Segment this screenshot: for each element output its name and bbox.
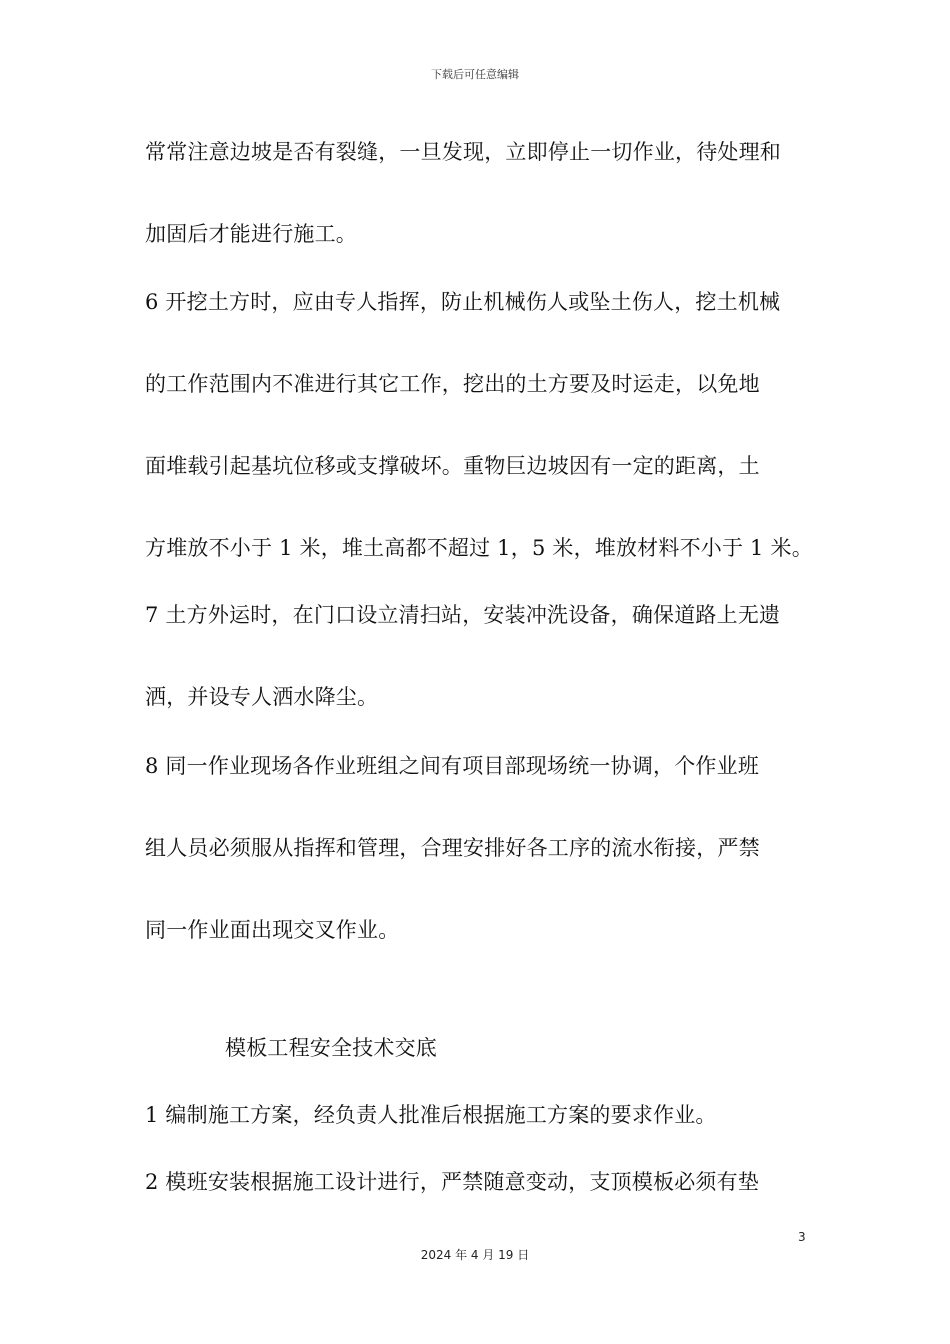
body-line-7: 7 土方外运时，在门口设立清扫站，安装冲洗设备，确保道路上无遗: [145, 603, 781, 627]
section-heading: 模板工程安全技术交底: [225, 1036, 437, 1060]
body-line-5: 面堆载引起基坑位移或支撑破坏。重物巨边坡因有一定的距离，土: [145, 454, 760, 478]
body-line-11: 同一作业面出现交叉作业。: [145, 918, 400, 942]
section-line-2: 2 模班安装根据施工设计进行，严禁随意变动，支顶模板必须有垫: [145, 1170, 760, 1194]
body-line-3: 6 开挖土方时，应由专人指挥，防止机械伤人或坠土伤人，挖土机械: [145, 290, 781, 314]
body-line-8: 洒，并设专人洒水降尘。: [145, 685, 379, 709]
body-line-2: 加固后才能进行施工。: [145, 222, 357, 246]
body-line-10: 组人员必须服从指挥和管理，合理安排好各工序的流水衔接，严禁: [145, 836, 760, 860]
body-line-9: 8 同一作业现场各作业班组之间有项目部现场统一协调，个作业班: [145, 754, 760, 778]
page-number: 3: [798, 1230, 806, 1244]
footer-date: 2024 年 4 月 19 日: [420, 1248, 530, 1262]
body-line-1: 常常注意边坡是否有裂缝，一旦发现，立即停止一切作业，待处理和: [145, 140, 781, 164]
page-header-note: 下载后可任意编辑: [431, 68, 519, 81]
section-line-1: 1 编制施工方案，经负责人批准后根据施工方案的要求作业。: [145, 1103, 717, 1127]
body-line-6: 方堆放不小于 1 米，堆土高都不超过 1，5 米，堆放材料不小于 1 米。: [145, 536, 813, 560]
body-line-4: 的工作范围内不准进行其它工作，挖出的土方要及时运走，以免地: [145, 372, 760, 396]
